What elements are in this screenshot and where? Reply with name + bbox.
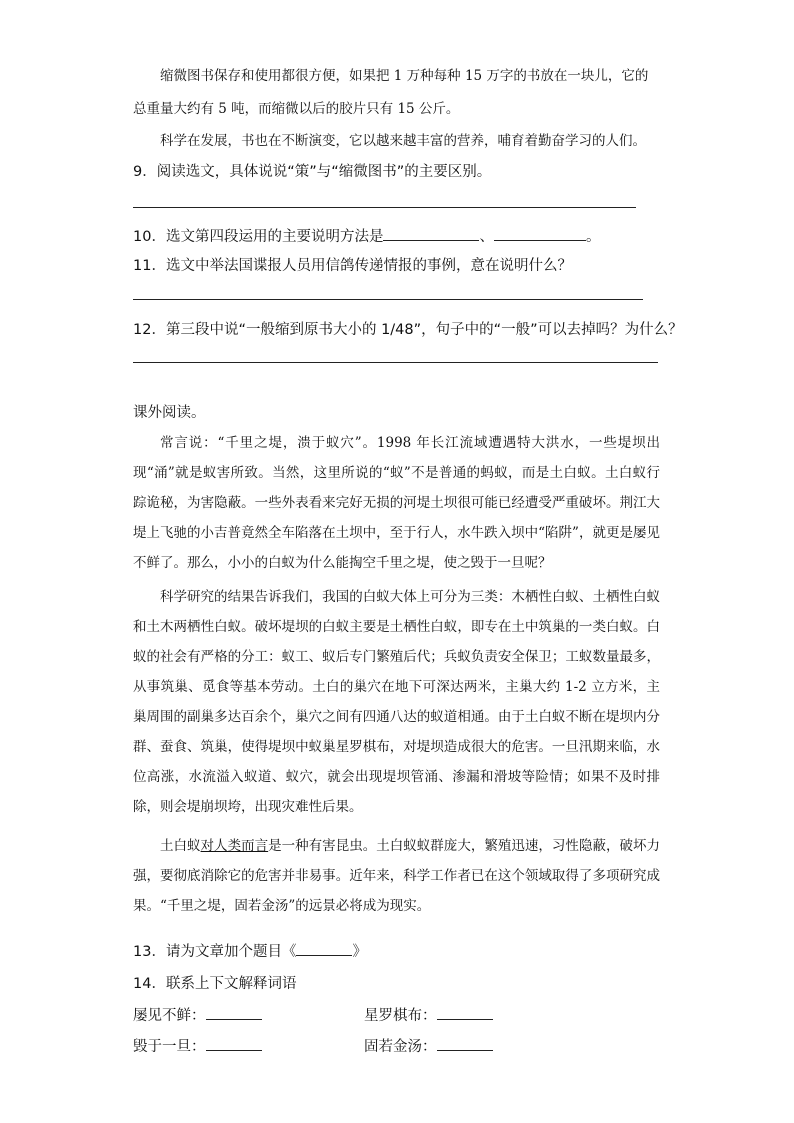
article-para-2: 科学研究的结果告诉我们，我国的白蚁大体上可分为三类：木栖性白蚁、土栖性白蚁和土木两栖性白蚁。破坏堤坝的白蚁主要是土栖性白蚁，即专在土中筑巢的一类白蚁。白蚁的社会有严格的分工：蚁工、蚁后专门繁殖后代；兵蚁负责安全保卫；工蚁数量最多，从事筑巢、觅食等基本劳动。土白的巢穴在地下可深达两米，主巢大约 1-2 立方米，主巢周围的副巢多达百余个，巢穴之间有四通八达的蚁道相通。由于土白蚁不断在堤坝内分群、蚕食、筑巢，使得堤坝中蚁巢星罗棋布，对堤坝造成很大的危害。一旦汛期来临，水位高涨，水流溢入蚁道、蚁穴，就会出现堤坝管涌、渗漏和滑坡等险情；如果不及时排除，则会堤崩坝垮，出现灾难性后果。 xyxy=(133,589,660,815)
term-3-label: 毁于一旦： xyxy=(133,1039,206,1055)
q13-close: 》 xyxy=(352,944,367,960)
passage-p1-line2: 总重量大约有 5 吨，而缩微以后的胶片只有 15 公斤。 xyxy=(133,101,460,117)
q11-answer-line[interactable] xyxy=(133,299,643,300)
term-3-blank[interactable] xyxy=(206,1036,262,1051)
q10-end: 。 xyxy=(585,229,601,245)
q12-answer-line[interactable] xyxy=(133,362,658,363)
q10-sep: 、 xyxy=(479,229,494,245)
question-10 xyxy=(133,225,600,246)
question-14: 14．联系上下文解释词语 xyxy=(133,976,297,992)
section-label-extracurricular: 课外阅读。 xyxy=(133,405,206,421)
question-9: 9．阅读选文，具体说说“策”与“缩微图书”的主要区别。 xyxy=(133,164,492,180)
question-11: 11．选文中举法国谍报人员用信鸽传递情报的事例，意在说明什么？ xyxy=(133,258,572,274)
term-4-label: 固若金汤： xyxy=(364,1039,437,1055)
term-4-blank[interactable] xyxy=(437,1036,493,1051)
q10-text: 10．选文第四段运用的主要说明方法是 xyxy=(133,229,384,245)
q13-text: 13．请为文章加个题目《 xyxy=(133,944,297,960)
term-2-blank[interactable] xyxy=(437,1005,493,1020)
article-para-3 xyxy=(133,831,660,921)
para3-post: 是一种有害昆虫。土白蚁蚁群庞大，繁殖迅速，习性隐蔽，破坏力强，要彻底消除它的危害并非易事。近年来，科学工作者已在这个领域取得了多项研究成果。“千里之堤，固若金汤”的远景必将成为现实。 xyxy=(133,838,660,914)
para3-pre: 土白蚁 xyxy=(160,838,201,854)
term-1 xyxy=(133,1004,262,1025)
term-1-blank[interactable] xyxy=(206,1005,262,1020)
term-4 xyxy=(364,1035,493,1056)
q9-answer-line[interactable] xyxy=(133,207,636,208)
passage-p1-line1: 缩微图书保存和使用都很方便，如果把 1 万种每种 15 万字的书放在一块儿，它的 xyxy=(160,68,649,84)
passage-p2: 科学在发展，书也在不断演变，它以越来越丰富的营养，哺育着勤奋学习的人们。 xyxy=(160,133,646,149)
q13-title-blank[interactable] xyxy=(296,941,352,956)
q10-blank-1[interactable] xyxy=(383,226,479,241)
term-2 xyxy=(364,1004,493,1025)
q10-blank-2[interactable] xyxy=(494,226,586,241)
term-3 xyxy=(133,1035,262,1056)
term-1-label: 屡见不鲜： xyxy=(133,1008,206,1024)
question-13 xyxy=(133,940,367,961)
question-12: 12．第三段中说“一般缩到原书大小的 1/48”，句子中的“一般”可以去掉吗？为什么？ xyxy=(133,322,683,338)
article-para-1: 常言说：“千里之堤，溃于蚁穴”。1998 年长江流域遭遇特大洪水，一些堤坝出现“涌”就是蚁害所致。当然，这里所说的“蚁”不是普通的蚂蚁，而是土白蚁。土白蚁行踪诡秘，为害隐蔽。一些外表看来完好无损的河堤土坝很可能已经遭受严重破坏。荆江大堤上飞驰的小吉普竟然全车陷落在土坝中，至于行人，水牛跌入坝中“陷阱”，就更是屡见不鲜了。那么，小小的白蚁为什么能掏空千里之堤，使之毁于一旦呢？ xyxy=(133,435,660,571)
para3-underlined: 对人类而言 xyxy=(200,838,269,854)
term-2-label: 星罗棋布： xyxy=(364,1008,437,1024)
